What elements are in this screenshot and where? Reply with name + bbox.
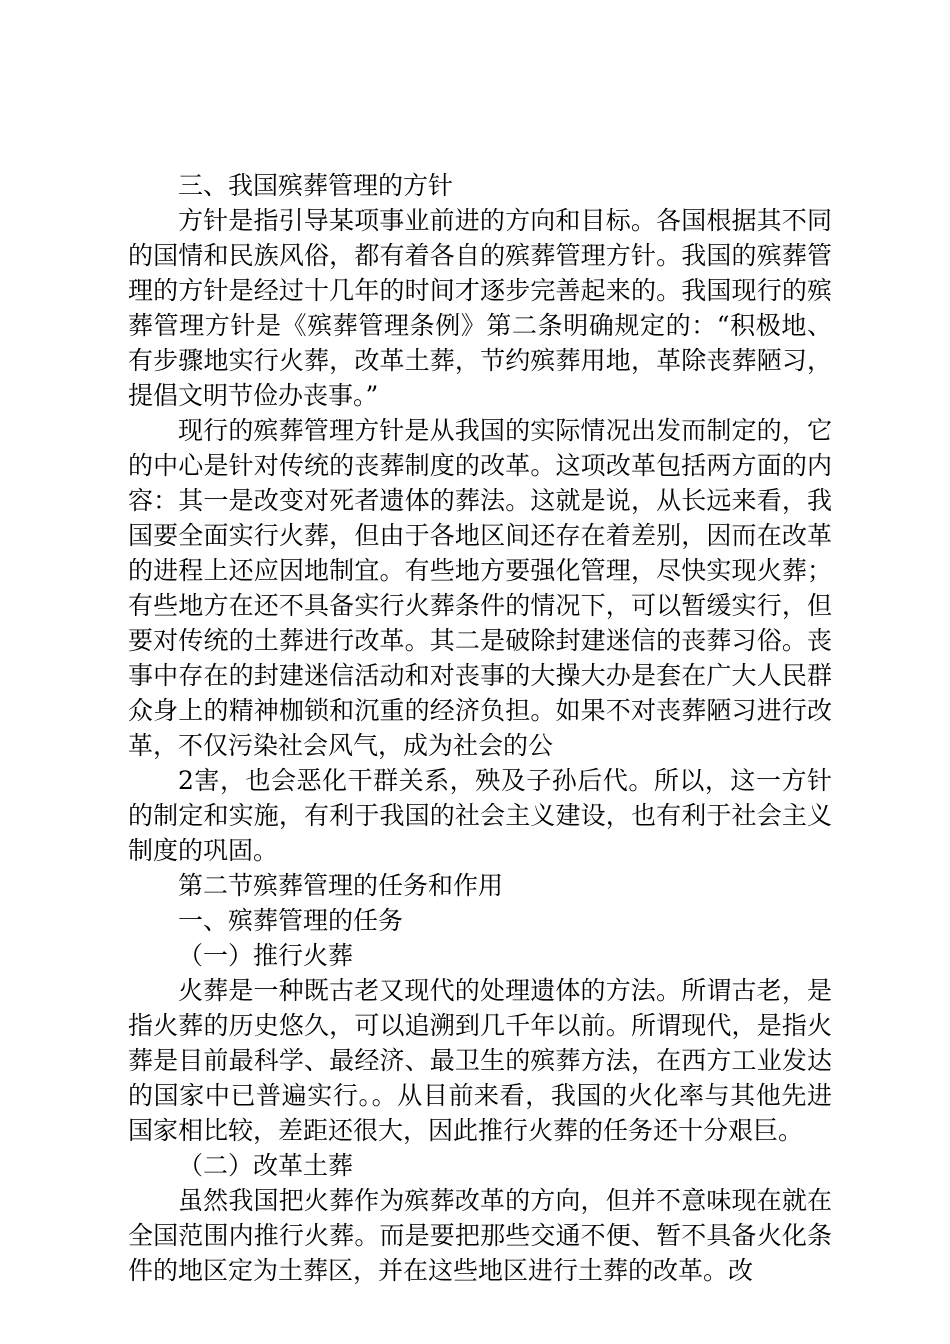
paragraph-policy-reform: 现行的殡葬管理方针是从我国的实际情况出发而制定的，它的中心是针对传统的丧葬制度的改革。这项改革包括两方面的内容：其一是改变对死者遗体的葬法。这就是说，从长远来看，我国要全面实行火葬，但由于各地区间还存在着差别，因而在改革的进程上还应因地制宜。有些地方要强化管理，尽快实现火葬；有些地方在还不具备实行火葬条件的情况下，可以暂缓实行，但要对传统的土葬进行改革。其二是破除封建迷信的丧葬习俗。丧事中存在的封建迷信活动和对丧事的大操大办是套在广大人民群众身上的精神枷锁和沉重的经济负担。如果不对丧葬陋习进行改革，不仅污染社会风气，成为社会的公	[128, 416, 832, 760]
chapter-heading: 第二节殡葬管理的任务和作用	[178, 871, 504, 900]
paragraph-burial-reform: 虽然我国把火葬作为殡葬改革的方向，但并不意味现在就在全国范围内推行火葬。而是要把那些交通不便、暂不具备火化条件的地区定为土葬区，并在这些地区进行土葬的改革。改	[128, 1186, 832, 1285]
paragraph-cremation: 火葬是一种既古老又现代的处理遗体的方法。所谓古老，是指火葬的历史悠久，可以追溯到几千年以前。所谓现代，是指火葬是目前最科学、最经济、最卫生的殡葬方法，在西方工业发达的国家中已普遍实行。。从目前来看，我国的火化率与其他先进国家相比较，差距还很大，因此推行火葬的任务还十分艰巨。	[128, 976, 832, 1145]
paragraph-policy-definition: 方针是指引导某项事业前进的方向和目标。各国根据其不同的国情和民族风俗，都有着各自的殡葬管理方针。我国的殡葬管理的方针是经过十几年的时间才逐步完善起来的。我国现行的殡葬管理方针是《殡葬管理条例》第二条明确规定的：“积极地、有步骤地实行火葬，改革土葬，节约殡葬用地，革除丧葬陋习，提倡文明节俭办丧事。”	[128, 206, 832, 410]
section-heading: 三、我国殡葬管理的方针	[178, 171, 454, 200]
item-heading-burial-reform: （二）改革土葬	[178, 1151, 354, 1180]
document-body	[128, 168, 832, 1288]
paragraph-policy-benefit: 2害，也会恶化干群关系，殃及子孙后代。所以，这一方针的制定和实施，有利于我国的社会主义建设，也有利于社会主义制度的巩固。	[128, 766, 832, 865]
item-heading-cremation: （一）推行火葬	[178, 941, 354, 970]
subsection-heading: 一、殡葬管理的任务	[178, 906, 404, 935]
